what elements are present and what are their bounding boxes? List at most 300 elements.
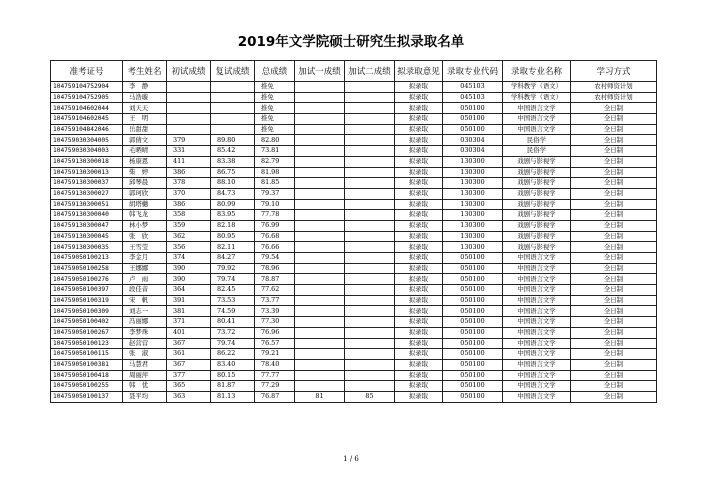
table-cell: 391 — [167, 295, 211, 306]
table-cell: 82.11 — [211, 242, 255, 253]
table-cell: 赵营营 — [123, 338, 167, 349]
table-row — [51, 263, 657, 274]
table-row — [51, 124, 657, 135]
table-cell — [345, 199, 395, 210]
table-cell: 377 — [167, 370, 211, 381]
table-cell: 050100 — [443, 295, 503, 306]
table-cell: 中国语言文学 — [503, 124, 571, 135]
table-cell — [295, 167, 345, 178]
table-cell: 362 — [167, 231, 211, 242]
table-cell: 104759130300047 — [51, 220, 123, 231]
table-cell: 全日制 — [571, 391, 657, 402]
table-row — [51, 135, 657, 146]
table-cell: 拟录取 — [395, 242, 443, 253]
table-cell: 82.18 — [211, 220, 255, 231]
table-cell: 371 — [167, 317, 211, 328]
table-cell: 拟录取 — [395, 338, 443, 349]
table-cell: 83.40 — [211, 359, 255, 370]
table-row — [51, 167, 657, 178]
table-cell — [295, 82, 345, 93]
table-cell: 学科教学（语文） — [503, 92, 571, 103]
table-cell: 王雪莹 — [123, 242, 167, 253]
table-cell: 130300 — [443, 220, 503, 231]
column-header: 考生姓名 — [123, 61, 167, 82]
table-cell: 386 — [167, 199, 211, 210]
table-cell: 拟录取 — [395, 263, 443, 274]
table-cell: 79.92 — [211, 263, 255, 274]
table-cell — [295, 114, 345, 125]
table-cell — [295, 220, 345, 231]
table-cell — [295, 370, 345, 381]
table-cell: 81.85 — [255, 178, 295, 189]
table-cell: 拟录取 — [395, 317, 443, 328]
table-cell: 363 — [167, 391, 211, 402]
table-cell: 104759050100258 — [51, 263, 123, 274]
table-row — [51, 220, 657, 231]
table-cell: 民俗学 — [503, 135, 571, 146]
table-cell: 82.80 — [255, 135, 295, 146]
table-cell: 364 — [167, 285, 211, 296]
table-cell: 76.99 — [255, 220, 295, 231]
table-cell: 030304 — [443, 135, 503, 146]
table-cell: 刘志一 — [123, 306, 167, 317]
table-cell: 86.22 — [211, 349, 255, 360]
table-cell: 130300 — [443, 167, 503, 178]
table-cell: 050100 — [443, 327, 503, 338]
table-cell: 050100 — [443, 114, 503, 125]
table-row — [51, 295, 657, 306]
table-cell: 中国语言文学 — [503, 317, 571, 328]
table-cell: 76.96 — [255, 327, 295, 338]
column-header: 复试成绩 — [211, 61, 255, 82]
table-cell: 83.38 — [211, 156, 255, 167]
table-cell: 104759050100267 — [51, 327, 123, 338]
table-cell: 中国语言文学 — [503, 327, 571, 338]
table-cell — [167, 82, 211, 93]
table-cell: 戏剧与影视学 — [503, 188, 571, 199]
table-cell — [295, 285, 345, 296]
column-header: 加试二成绩 — [345, 61, 395, 82]
table-cell: 104759050100397 — [51, 285, 123, 296]
table-cell: 73.39 — [255, 306, 295, 317]
table-cell: 77.30 — [255, 317, 295, 328]
table-cell — [295, 156, 345, 167]
table-cell: 拟录取 — [395, 114, 443, 125]
table-cell: 104759050100213 — [51, 253, 123, 264]
table-cell — [295, 210, 345, 221]
table-cell — [295, 231, 345, 242]
table-cell: 82.45 — [211, 285, 255, 296]
table-cell: 中国语言文学 — [503, 370, 571, 381]
table-cell: 050100 — [443, 317, 503, 328]
table-cell: 84.73 — [211, 188, 255, 199]
table-cell: 胡塔樾 — [123, 199, 167, 210]
table-row — [51, 92, 657, 103]
table-cell: 戏剧与影视学 — [503, 199, 571, 210]
table-cell: 戏剧与影视学 — [503, 178, 571, 189]
table-cell — [295, 253, 345, 264]
table-cell: 推免 — [255, 114, 295, 125]
table-cell — [345, 135, 395, 146]
table-cell: 104759050100402 — [51, 317, 123, 328]
column-header: 初试成绩 — [167, 61, 211, 82]
table-cell — [345, 306, 395, 317]
table-cell — [345, 188, 395, 199]
table-cell: 全日制 — [571, 156, 657, 167]
table-cell: 79.10 — [255, 199, 295, 210]
table-row — [51, 370, 657, 381]
table-cell: 周丽萍 — [123, 370, 167, 381]
table-cell: 拟录取 — [395, 359, 443, 370]
table-cell: 拟录取 — [395, 231, 443, 242]
table-cell: 中国语言文学 — [503, 103, 571, 114]
table-cell: 拟录取 — [395, 370, 443, 381]
table-cell — [167, 114, 211, 125]
table-cell: 79.74 — [211, 274, 255, 285]
table-cell: 拟录取 — [395, 274, 443, 285]
table-cell: 冯丽娜 — [123, 317, 167, 328]
table-cell: 聂平均 — [123, 391, 167, 402]
table-row — [51, 349, 657, 360]
table-cell: 拟录取 — [395, 391, 443, 402]
table-cell — [345, 263, 395, 274]
table-cell: 104759130300018 — [51, 156, 123, 167]
table-cell: 130300 — [443, 210, 503, 221]
table-row — [51, 242, 657, 253]
table-cell: 郭倩文 — [123, 135, 167, 146]
table-cell: 104759130300051 — [51, 199, 123, 210]
table-cell: 104759104602044 — [51, 103, 123, 114]
table-cell: 拟录取 — [395, 103, 443, 114]
table-cell — [295, 242, 345, 253]
table-cell: 104759104752905 — [51, 92, 123, 103]
table-cell: 拟录取 — [395, 220, 443, 231]
table-cell: 73.77 — [255, 295, 295, 306]
table-cell — [295, 188, 345, 199]
table-cell: 韩飞龙 — [123, 210, 167, 221]
table-cell: 全日制 — [571, 103, 657, 114]
table-cell — [211, 92, 255, 103]
table-cell: 柴 婷 — [123, 167, 167, 178]
table-cell: 386 — [167, 167, 211, 178]
table-cell: 中国语言文学 — [503, 338, 571, 349]
table-cell: 全日制 — [571, 135, 657, 146]
table-cell — [295, 327, 345, 338]
table-cell: 韩 优 — [123, 381, 167, 392]
table-row — [51, 381, 657, 392]
table-cell: 全日制 — [571, 167, 657, 178]
table-cell: 卢 雨 — [123, 274, 167, 285]
table-cell: 77.62 — [255, 285, 295, 296]
table-cell: 学科教学（语文） — [503, 82, 571, 93]
table-cell: 050100 — [443, 103, 503, 114]
table-cell: 370 — [167, 188, 211, 199]
table-cell: 全日制 — [571, 188, 657, 199]
page-number: 1 / 6 — [343, 455, 359, 463]
table-cell — [345, 92, 395, 103]
table-cell — [345, 146, 395, 157]
table-cell: 104759030304003 — [51, 146, 123, 157]
table-cell: 戏剧与影视学 — [503, 220, 571, 231]
table-cell: 80.99 — [211, 199, 255, 210]
table-row — [51, 103, 657, 114]
table-cell: 拟录取 — [395, 381, 443, 392]
table-row — [51, 327, 657, 338]
table-cell: 76.57 — [255, 338, 295, 349]
table-cell: 130300 — [443, 242, 503, 253]
table-cell: 104759130300045 — [51, 231, 123, 242]
table-cell: 74.59 — [211, 306, 255, 317]
table-cell: 365 — [167, 381, 211, 392]
table-cell: 拟录取 — [395, 210, 443, 221]
table-cell: 130300 — [443, 156, 503, 167]
table-cell: 全日制 — [571, 285, 657, 296]
table-cell: 79.54 — [255, 253, 295, 264]
table-cell: 73.53 — [211, 295, 255, 306]
table-cell: 104759130300037 — [51, 178, 123, 189]
page-title: 2019年文学院硕士研究生拟录取名单 — [237, 34, 465, 50]
table-cell — [345, 124, 395, 135]
table-cell: 拟录取 — [395, 156, 443, 167]
table-cell — [295, 295, 345, 306]
table-cell — [345, 295, 395, 306]
table-cell: 全日制 — [571, 146, 657, 157]
table-body — [51, 82, 657, 403]
table-row — [51, 210, 657, 221]
table-cell: 拟录取 — [395, 327, 443, 338]
table-cell: 拟录取 — [395, 199, 443, 210]
table-cell: 戏剧与影视学 — [503, 210, 571, 221]
table-cell: 85.42 — [211, 146, 255, 157]
table-cell — [345, 178, 395, 189]
table-cell: 045103 — [443, 82, 503, 93]
table-cell: 77.77 — [255, 370, 295, 381]
table-cell: 130300 — [443, 178, 503, 189]
table-cell: 拟录取 — [395, 82, 443, 93]
table-cell: 76.68 — [255, 231, 295, 242]
table-cell: 推免 — [255, 82, 295, 93]
table-cell: 推免 — [255, 124, 295, 135]
table-cell: 104759050100255 — [51, 381, 123, 392]
table-cell: 拟录取 — [395, 306, 443, 317]
table-cell — [345, 210, 395, 221]
table-cell — [345, 103, 395, 114]
table-cell: 中国语言文学 — [503, 306, 571, 317]
table-cell: 杨康恩 — [123, 156, 167, 167]
table-cell: 全日制 — [571, 124, 657, 135]
table-cell: 全日制 — [571, 359, 657, 370]
table-cell — [345, 338, 395, 349]
table-cell: 104759050100418 — [51, 370, 123, 381]
table-cell: 张 淑 — [123, 349, 167, 360]
table-row — [51, 178, 657, 189]
table-cell: 82.79 — [255, 156, 295, 167]
table-cell: 农村师资计划 — [571, 92, 657, 103]
admission-table — [50, 60, 657, 403]
table-cell: 段佳音 — [123, 285, 167, 296]
table-cell — [345, 370, 395, 381]
table-cell: 中国语言文学 — [503, 391, 571, 402]
table-row — [51, 199, 657, 210]
table-cell: 104759104752904 — [51, 82, 123, 93]
table-cell — [345, 349, 395, 360]
table-cell: 全日制 — [571, 242, 657, 253]
table-cell: 378 — [167, 178, 211, 189]
table-cell: 104759130300040 — [51, 210, 123, 221]
table-cell: 中国语言文学 — [503, 295, 571, 306]
table-cell — [295, 92, 345, 103]
table-cell: 岳甜甜 — [123, 124, 167, 135]
table-cell — [345, 253, 395, 264]
table-cell: 全日制 — [571, 338, 657, 349]
table-cell: 390 — [167, 263, 211, 274]
table-cell: 401 — [167, 327, 211, 338]
table-cell — [345, 220, 395, 231]
table-cell: 王 明 — [123, 114, 167, 125]
table-row — [51, 188, 657, 199]
table-cell — [295, 146, 345, 157]
table-cell: 宋 帆 — [123, 295, 167, 306]
table-cell: 中国语言文学 — [503, 263, 571, 274]
table-cell: 中国语言文学 — [503, 285, 571, 296]
table-cell — [295, 178, 345, 189]
table-cell — [345, 327, 395, 338]
table-cell: 郭珂欣 — [123, 188, 167, 199]
table-cell: 050100 — [443, 381, 503, 392]
table-cell: 76.66 — [255, 242, 295, 253]
table-cell — [211, 103, 255, 114]
table-cell: 050100 — [443, 391, 503, 402]
table-row — [51, 114, 657, 125]
table-cell: 379 — [167, 135, 211, 146]
table-cell: 88.10 — [211, 178, 255, 189]
table-cell: 马慧君 — [123, 359, 167, 370]
table-cell — [345, 231, 395, 242]
table-cell — [295, 199, 345, 210]
table-cell: 全日制 — [571, 220, 657, 231]
table-cell: 050100 — [443, 263, 503, 274]
table-row — [51, 274, 657, 285]
table-cell: 全日制 — [571, 114, 657, 125]
table-row — [51, 253, 657, 264]
table-cell: 81 — [295, 391, 345, 402]
table-cell: 050100 — [443, 370, 503, 381]
table-cell: 全日制 — [571, 178, 657, 189]
table-cell: 全日制 — [571, 295, 657, 306]
table-row — [51, 285, 657, 296]
table-cell: 农村师资计划 — [571, 82, 657, 93]
table-row — [51, 306, 657, 317]
table-cell: 戏剧与影视学 — [503, 156, 571, 167]
column-header: 加试一成绩 — [295, 61, 345, 82]
table-cell: 张 欣 — [123, 231, 167, 242]
table-cell — [167, 92, 211, 103]
table-cell: 拟录取 — [395, 146, 443, 157]
table-row — [51, 82, 657, 93]
table-cell: 全日制 — [571, 370, 657, 381]
table-cell: 104759130300013 — [51, 167, 123, 178]
table-cell: 王娜娜 — [123, 263, 167, 274]
table-cell: 130300 — [443, 188, 503, 199]
table-cell: 80.15 — [211, 370, 255, 381]
table-cell: 104759050100309 — [51, 306, 123, 317]
table-cell: 367 — [167, 359, 211, 370]
column-header: 学习方式 — [571, 61, 657, 82]
table-cell: 林小梦 — [123, 220, 167, 231]
table-cell: 推免 — [255, 103, 295, 114]
table-cell: 78.40 — [255, 359, 295, 370]
table-row — [51, 338, 657, 349]
table-cell — [345, 381, 395, 392]
table-cell — [211, 124, 255, 135]
table-cell — [295, 135, 345, 146]
table-cell: 中国语言文学 — [503, 253, 571, 264]
table-cell: 050100 — [443, 359, 503, 370]
table-cell: 李 静 — [123, 82, 167, 93]
table-cell: 89.80 — [211, 135, 255, 146]
table-cell: 030304 — [443, 146, 503, 157]
column-header: 录取专业名称 — [503, 61, 571, 82]
column-header: 准考证号 — [51, 61, 123, 82]
table-row — [51, 359, 657, 370]
table-cell: 130300 — [443, 199, 503, 210]
table-cell — [345, 82, 395, 93]
table-cell: 全日制 — [571, 231, 657, 242]
table-cell: 390 — [167, 274, 211, 285]
table-cell: 358 — [167, 210, 211, 221]
table-cell: 戏剧与影视学 — [503, 167, 571, 178]
table-cell: 78.87 — [255, 274, 295, 285]
column-header: 拟录取意见 — [395, 61, 443, 82]
table-cell: 拟录取 — [395, 124, 443, 135]
table-cell — [295, 306, 345, 317]
table-cell: 马浩璇 — [123, 92, 167, 103]
table-cell: 050100 — [443, 285, 503, 296]
table-cell: 全日制 — [571, 210, 657, 221]
table-row — [51, 146, 657, 157]
table-cell: 104759030304005 — [51, 135, 123, 146]
table-cell: 全日制 — [571, 349, 657, 360]
table-cell — [295, 381, 345, 392]
table-cell: 104759050100123 — [51, 338, 123, 349]
table-cell: 85 — [345, 391, 395, 402]
table-cell: 李金月 — [123, 253, 167, 264]
table-cell: 推免 — [255, 92, 295, 103]
table-cell: 73.81 — [255, 146, 295, 157]
table-cell — [345, 167, 395, 178]
table-cell: 411 — [167, 156, 211, 167]
table-cell: 81.13 — [211, 391, 255, 402]
table-cell — [295, 359, 345, 370]
table-cell: 050100 — [443, 124, 503, 135]
table-cell: 104759130300027 — [51, 188, 123, 199]
table-cell: 全日制 — [571, 381, 657, 392]
table-cell: 拟录取 — [395, 178, 443, 189]
table-cell: 中国语言文学 — [503, 381, 571, 392]
table-cell — [345, 285, 395, 296]
table-cell — [345, 114, 395, 125]
table-cell: 104759050100276 — [51, 274, 123, 285]
table-cell — [295, 338, 345, 349]
table-cell: 全日制 — [571, 317, 657, 328]
table-cell: 86.75 — [211, 167, 255, 178]
table-cell: 73.72 — [211, 327, 255, 338]
table-cell: 356 — [167, 242, 211, 253]
table-cell: 戏剧与影视学 — [503, 242, 571, 253]
table-cell: 拟录取 — [395, 253, 443, 264]
table-cell: 全日制 — [571, 199, 657, 210]
table-cell: 拟录取 — [395, 349, 443, 360]
